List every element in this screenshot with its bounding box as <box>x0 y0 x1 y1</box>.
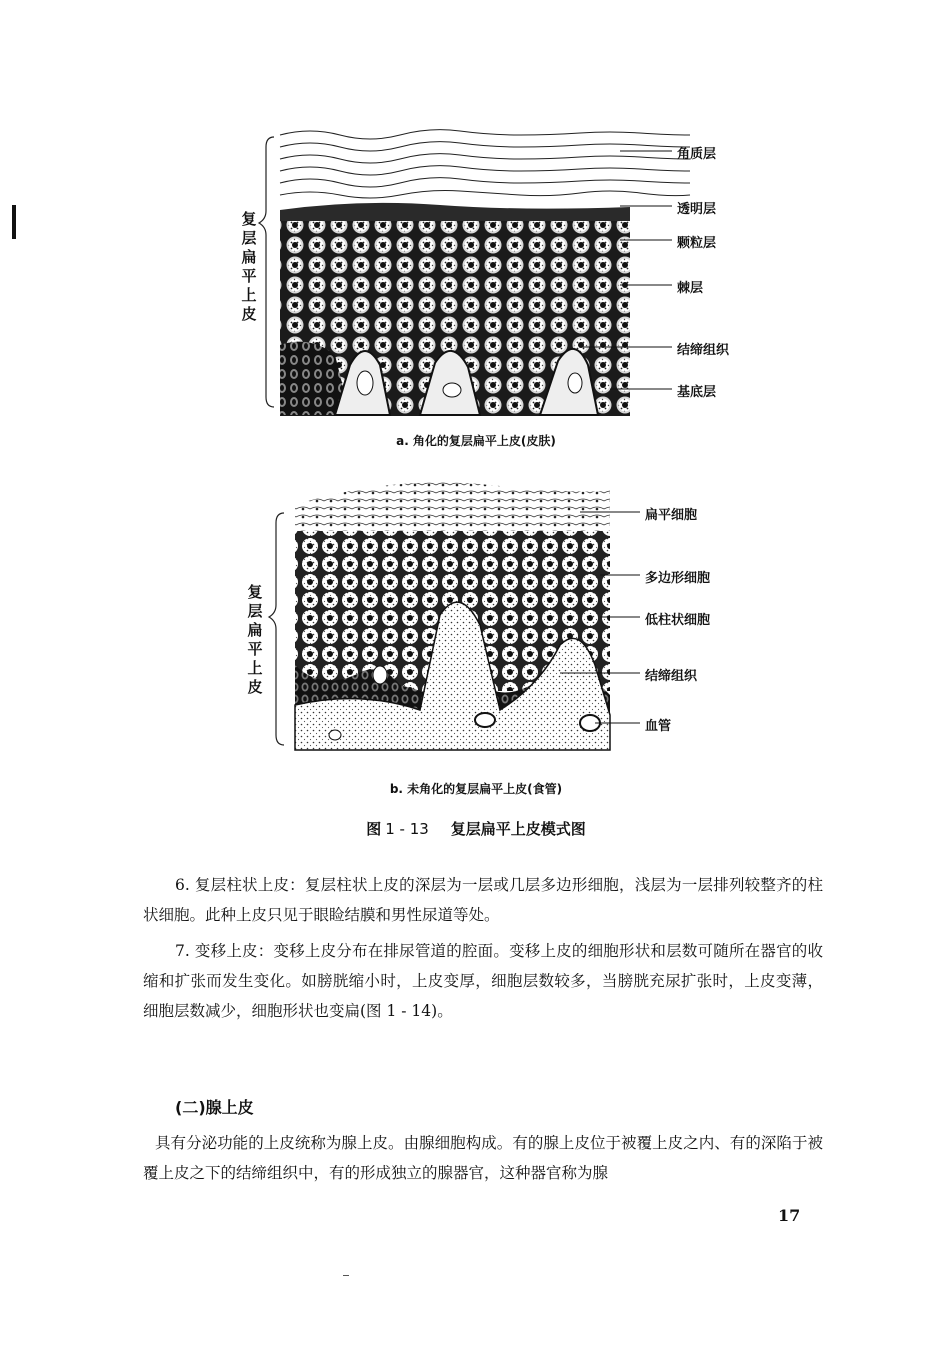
figure-b-side-label: 复层扁平上皮 <box>247 583 263 696</box>
section-heading: (二)腺上皮 <box>175 1098 254 1117</box>
label-polygonal-cells: 多边形细胞 <box>645 571 711 586</box>
label-connective-tissue-a: 结缔组织 <box>677 343 730 358</box>
label-flat-cells: 扁平细胞 <box>645 508 698 523</box>
paragraph-stratified-columnar: 6. 复层柱状上皮：复层柱状上皮的深层为一层或几层多边形细胞，浅层为一层排列较整齐的柱状细胞。此种上皮只见于眼睑结膜和男性尿道等处。 <box>143 876 823 924</box>
figure-a <box>240 115 760 420</box>
figure-caption <box>0 818 952 839</box>
label-stratum-basale: 基底层 <box>677 385 717 400</box>
label-stratum-lucidum: 透明层 <box>677 202 717 217</box>
figure-caption-prefix: 图 <box>366 820 382 838</box>
figure-a-caption: a. 角化的复层扁平上皮(皮肤) <box>396 434 556 448</box>
figure-caption-number: 1 - 13 <box>385 820 429 838</box>
footer-mark <box>343 1275 349 1276</box>
page-number: 17 <box>778 1206 801 1225</box>
figure-b <box>240 465 730 755</box>
figure-caption-title: 复层扁平上皮模式图 <box>450 820 586 838</box>
label-low-columnar-cells: 低柱状细胞 <box>645 613 711 628</box>
margin-mark <box>12 205 16 239</box>
paragraph-transitional: 7. 变移上皮：变移上皮分布在排尿管道的腔面。变移上皮的细胞形状和层数可随所在器官的收缩和扩张而发生变化。如膀胱缩小时，上皮变厚，细胞层数较多，当膀胱充尿扩张时，上皮变薄，细胞层数减少，细胞形状也变扁(图 1 - 14)。 <box>143 942 823 1020</box>
label-connective-tissue-b: 结缔组织 <box>645 669 698 684</box>
label-stratum-granulosum: 颗粒层 <box>677 236 717 251</box>
figure-a-side-label: 复层扁平上皮 <box>241 210 257 323</box>
label-stratum-corneum: 角质层 <box>677 147 717 162</box>
label-stratum-spinosum: 棘层 <box>677 281 704 296</box>
section-paragraph: 具有分泌功能的上皮统称为腺上皮。由腺细胞构成。有的腺上皮位于被覆上皮之内、有的深陷于被覆上皮之下的结缔组织中，有的形成独立的腺器官，这种器官称为腺 <box>143 1134 823 1182</box>
figure-b-caption: b. 未角化的复层扁平上皮(食管) <box>389 782 563 796</box>
label-blood-vessel: 血管 <box>645 719 672 734</box>
